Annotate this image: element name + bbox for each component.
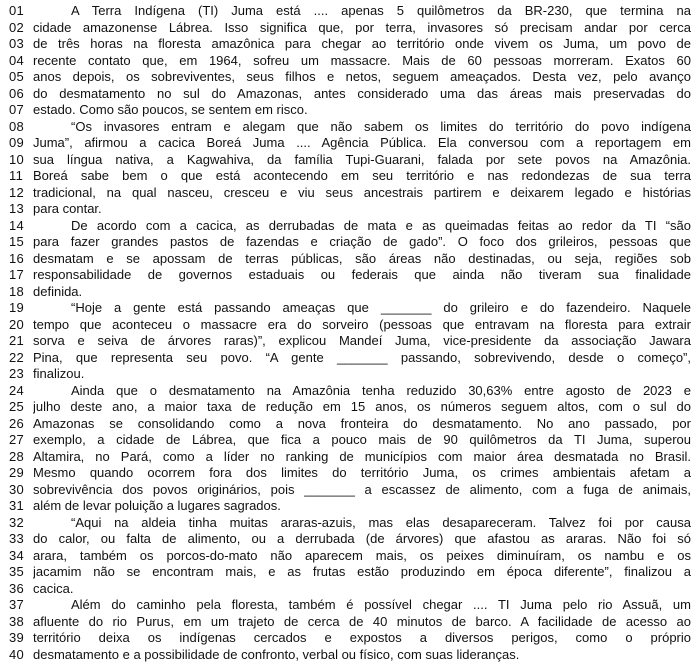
text-line: [0, 135, 699, 152]
line-number: 02: [9, 19, 25, 35]
line-text: do calor, ou falta de alimento, ou a derrubada (de árvores) que afastou as araras. Não foi só: [33, 531, 691, 546]
text-line: [0, 86, 699, 103]
line-number: 09: [9, 135, 25, 150]
line-text: Pina, que representa seu povo. “A gente _______ passando, sobrevivendo, desde o começo”,: [33, 349, 691, 365]
line-number: 01: [9, 3, 25, 18]
text-line: [0, 152, 699, 169]
line-text: tradicional, na qual nasceu, cresceu e viu seus ancestrais partirem e deixarem legado e histórias: [33, 184, 691, 200]
text-line: [0, 630, 699, 647]
text-line: [0, 119, 699, 136]
text-line: [0, 515, 699, 532]
line-text: cidade amazonense Lábrea. Isso significa que, por terra, invasores só precisam andar por cerca: [33, 19, 691, 35]
text-line: [0, 564, 699, 581]
text-line: [0, 597, 699, 614]
line-number: 31: [9, 498, 25, 513]
text-line: [0, 399, 699, 416]
line-text: cacica.: [33, 580, 74, 596]
line-text: De acordo com a cacica, as derrubadas de mata e as queimadas feitas ao redor da TI “são: [71, 217, 691, 233]
line-text: sua língua nativa, a Kagwahiva, da família Tupi-Guarani, falada por sete povos na Amazônia.: [33, 151, 691, 167]
line-number: 23: [9, 366, 25, 381]
text-line: [0, 647, 699, 664]
line-number: 32: [9, 514, 25, 530]
line-number: 27: [9, 432, 25, 447]
line-text: desmatam e se apossam de terras públicas, são áreas não destinadas, ou seja, regiões sob: [33, 250, 691, 266]
line-number: 18: [9, 283, 25, 299]
line-text: anos depois, os sobreviventes, seus filhos e netos, seguem ameaçados. Desta vez, pelo avanço: [33, 69, 691, 84]
line-text: A Terra Indígena (TI) Juma está .... apenas 5 quilômetros da BR-230, que termina na: [71, 3, 691, 18]
line-text: Ainda que o desmatamento na Amazônia tenha reduzido 30,63% entre agosto de 2023 e: [71, 382, 691, 398]
line-text: território deixa os indígenas cercados e expostos a diversos perigos, como o próprio: [33, 630, 691, 645]
text-line: [0, 317, 699, 334]
line-number: 19: [9, 300, 25, 315]
text-line: [0, 614, 699, 631]
text-line: [0, 498, 699, 515]
line-text: para fazer grandes pastos de fazendas e criação de gado”. O foco dos grileiros, pessoas que: [33, 234, 691, 249]
line-number: 35: [9, 564, 25, 579]
line-number: 37: [9, 597, 25, 612]
line-number: 11: [9, 168, 24, 183]
text-line: [0, 218, 699, 235]
line-number: 24: [9, 382, 25, 398]
text-line: [0, 432, 699, 449]
line-number: 26: [9, 415, 25, 431]
text-line: [0, 482, 699, 499]
line-number: 13: [9, 201, 25, 216]
line-text: do desmatamento no sul do Amazonas, antes considerado uma das áreas mais preservadas do: [33, 85, 691, 101]
line-text: Altamira, no Pará, como a líder no ranking de municípios com maior área desmatada no Brasil.: [33, 448, 691, 464]
text-line: [0, 366, 699, 383]
text-line: [0, 267, 699, 284]
line-text: Mesmo quando ocorrem fora dos limites do território Juma, os crimes ambientais afetam a: [33, 465, 691, 480]
text-line: [0, 449, 699, 466]
line-text: arara, também os porcos-do-mato não aparecem mais, os peixes diminuíram, os nambu e os: [33, 547, 691, 563]
line-number: 40: [9, 646, 25, 662]
text-line: [0, 36, 699, 53]
line-number: 05: [9, 69, 25, 84]
text-line: [0, 102, 699, 119]
line-number: 03: [9, 36, 25, 51]
text-line: [0, 201, 699, 218]
line-number: 04: [9, 52, 25, 68]
line-number: 10: [9, 151, 25, 167]
line-number: 33: [9, 531, 25, 546]
line-text: de três horas na floresta amazônica para chegar ao território onde vivem os Juma, um povo de: [33, 36, 691, 51]
line-number: 21: [9, 333, 25, 348]
line-text: “Aqui na aldeia tinha muitas araras-azuis, mas elas desapareceram. Talvez foi por causa: [71, 514, 691, 530]
text-line: [0, 168, 699, 185]
line-text: finalizou.: [33, 366, 85, 381]
line-number: 38: [9, 613, 25, 629]
line-number: 36: [9, 580, 25, 596]
line-text: “Os invasores entram e alegam que não sabem os limites do território do povo indígena: [71, 118, 691, 134]
line-text: recente contato que, em 1964, sofreu um massacre. Mais de 60 pessoas morreram. Exatos 60: [33, 52, 691, 68]
text-line: [0, 284, 699, 301]
line-text: jacamim não se encontram mais, e as frutas estão produzindo em época diferente”, finalizou a: [33, 564, 691, 579]
line-number: 20: [9, 316, 25, 332]
line-text: para contar.: [33, 201, 102, 216]
line-text: Além do caminho pela floresta, também é possível chegar .... TI Juma pelo rio Assuã, um: [71, 597, 691, 612]
text-line: [0, 383, 699, 400]
text-line: [0, 416, 699, 433]
line-number: 06: [9, 85, 25, 101]
line-text: Amazonas se consolidando como a nova fronteira do desmatamento. No ano passado, por: [33, 415, 691, 431]
line-number: 39: [9, 630, 25, 645]
line-text: afluente do rio Purus, em um trajeto de cerca de 40 minutos de barco. A facilidade de acesso ao: [33, 613, 691, 629]
line-text: responsabilidade de governos estaduais ou federais que ainda não tiveram sua finalidade: [33, 267, 691, 282]
line-text: Boreá sabe bem o que está acontecendo em seu território e nas redondezas de sua terra: [33, 168, 691, 183]
text-line: [0, 20, 699, 37]
line-number: 17: [9, 267, 25, 282]
line-number: 12: [9, 184, 25, 200]
line-text: exemplo, a cidade de Lábrea, que fica a pouco mais de 90 quilômetros da TI Juma, superou: [33, 432, 691, 447]
line-text: estado. Como são poucos, se sentem em risco.: [33, 102, 308, 117]
line-text: julho deste ano, a maior taxa de redução em 15 anos, os números seguem altos, com o sul do: [33, 399, 691, 414]
text-line: [0, 3, 699, 20]
text-line: [0, 581, 699, 598]
line-text: desmatamento e a possibilidade de confronto, verbal ou físico, com suas lideranças.: [33, 646, 520, 662]
text-body: [0, 3, 699, 663]
line-text: sobrevivência dos povos originários, pois _______ a escassez de alimento, com a fuga de animais,: [33, 481, 691, 497]
line-number: 07: [9, 102, 25, 117]
line-number: 22: [9, 349, 25, 365]
line-text: definida.: [33, 283, 83, 299]
text-line: [0, 53, 699, 70]
line-text: sorva e seiva de árvores raras)”, explicou Mandeí Juma, vice-presidente da associação Jawara: [33, 333, 691, 348]
line-text: Juma”, afirmou a cacica Boreá Juma .... Agência Pública. Ela conversou com a reportagem em: [33, 135, 691, 150]
line-number: 30: [9, 481, 25, 497]
text-line: [0, 333, 699, 350]
text-line: [0, 350, 699, 367]
line-number: 25: [9, 399, 25, 414]
text-line: [0, 300, 699, 317]
line-number: 28: [9, 448, 25, 464]
line-text: além de levar poluição a lugares sagrados.: [33, 498, 281, 513]
line-number: 34: [9, 547, 25, 563]
text-line: [0, 531, 699, 548]
line-number: 08: [9, 118, 25, 134]
line-number: 16: [9, 250, 25, 266]
line-number: 15: [9, 234, 25, 249]
text-line: [0, 234, 699, 251]
text-line: [0, 185, 699, 202]
line-text: tempo que aconteceu o massacre era do sorveiro (pessoas que entravam na floresta para extrair: [33, 316, 691, 332]
line-text: “Hoje a gente está passando ameaças que _______ do grileiro e do fazendeiro. Naquele: [71, 300, 691, 315]
text-line: [0, 251, 699, 268]
text-line: [0, 69, 699, 86]
text-line: [0, 548, 699, 565]
line-number: 14: [9, 217, 25, 233]
line-number: 29: [9, 465, 25, 480]
text-line: [0, 465, 699, 482]
